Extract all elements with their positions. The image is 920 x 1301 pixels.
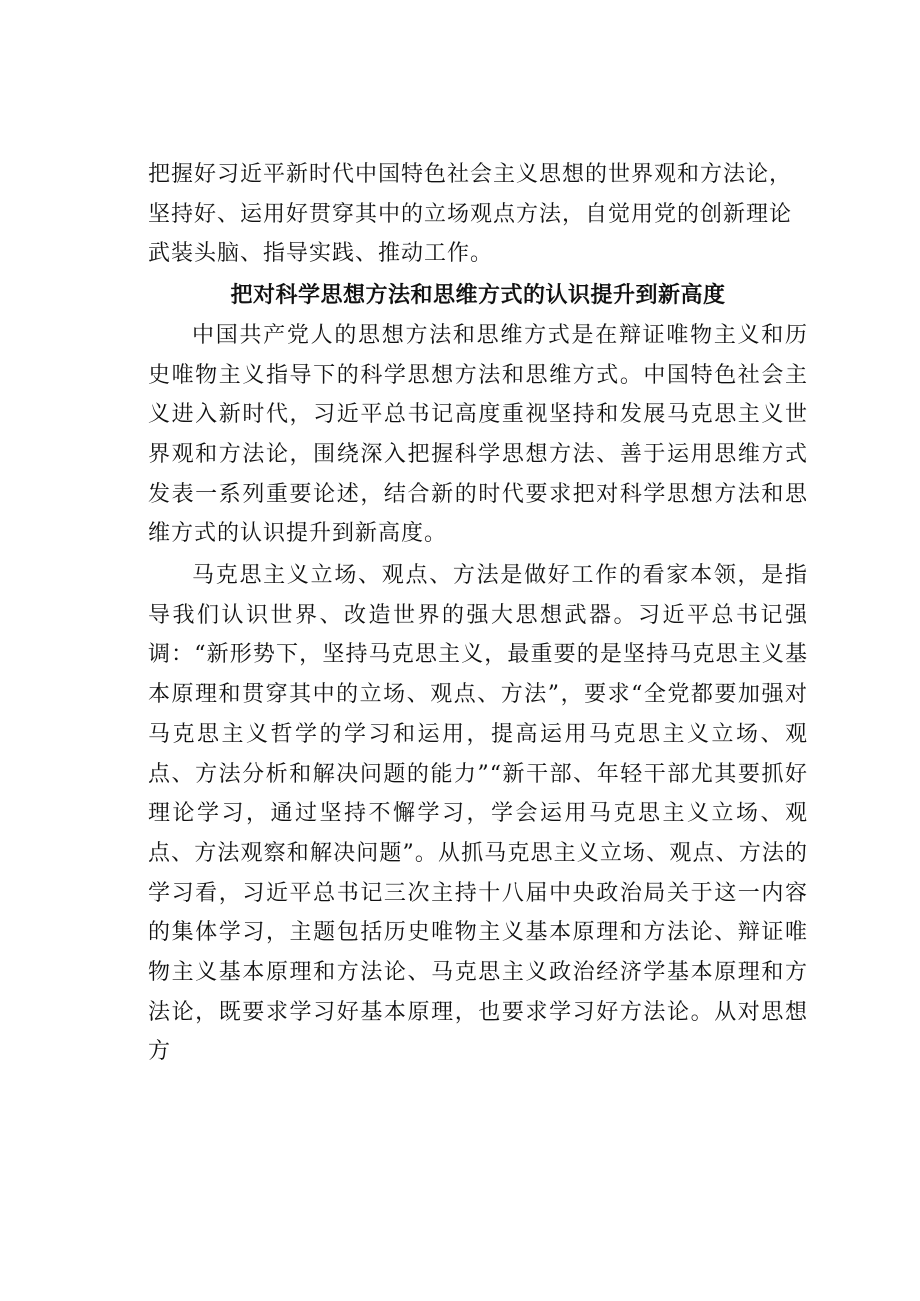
intro-paragraph: 把握好习近平新时代中国特色社会主义思想的世界观和方法论，坚持好、运用好贯穿其中的立场观点方法，自觉用党的创新理论武装头脑、指导实践、推动工作。 xyxy=(148,162,793,267)
body-paragraph-1: 中国共产党人的思想方法和思维方式是在辩证唯物主义和历史唯物主义指导下的科学思想方法和思维方式。中国特色社会主义进入新时代，习近平总书记高度重视坚持和发展马克思主义世界观和方法论，围绕深入把握科学思想方法、善于运用思维方式发表一系列重要论述，结合新的时代要求把对科学思想方法和思维方式的认识提升到新高度。 xyxy=(148,322,808,547)
section-heading: 把对科学思想方法和思维方式的认识提升到新高度 xyxy=(230,282,726,309)
document-body xyxy=(148,155,808,1072)
body-paragraph-2: 马克思主义立场、观点、方法是做好工作的看家本领，是指导我们认识世界、改造世界的强大思想武器。习近平总书记强调：“新形势下，坚持马克思主义，最重要的是坚持马克思主义基本原理和贯穿其中的立场、观点、方法”，要求“全党都要加强对马克思主义哲学的学习和运用，提高运用马克思主义立场、观点、方法分析和解决问题的能力”“新干部、年轻干部尤其要抓好理论学习，通过坚持不懈学习，学会运用马克思主义立场、观点、方法观察和解决问题”。从抓马克思主义立场、观点、方法的学习看，习近平总书记三次主持十八届中央政治局关于这一内容的集体学习，主题包括历史唯物主义基本原理和方法论、辩证唯物主义基本原理和方法论、马克思主义政治经济学基本原理和方法论，既要求学习好基本原理，也要求学习好方法论。从对思想方 xyxy=(148,563,808,1065)
